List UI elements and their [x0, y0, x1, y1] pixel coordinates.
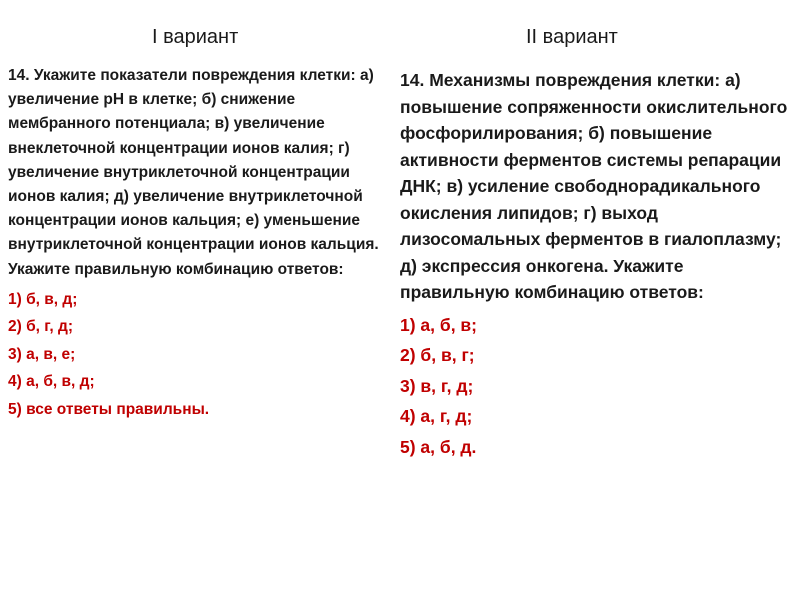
variant-2-answer-list: [400, 310, 795, 463]
variant-1-answer-2: 2) б, г, д;: [8, 318, 73, 336]
variant-2-answer-1: 1) а, б, в;: [400, 314, 477, 335]
variant-1-answer-3: 3) а, в, е;: [8, 345, 76, 363]
variant-1-question: 14. Укажите показатели повреждения клетки: а) увеличение рН в клетке; б) снижение мембранного потенциала; в) увеличение внеклеточной концентрации ионов калия; г) увеличение внутриклеточной концентрации ионов калия; д) увеличение внутриклеточной концентрации ионов кальция; е) уменьшение внутриклеточной концентрации ионов кальция. Укажите правильную комбинацию ответов:: [8, 67, 379, 278]
variant-1-answer-list: [8, 286, 393, 424]
variant-2-answer-4: 4) а, г, д;: [400, 406, 473, 426]
variant-1-answer-4: 4) а, б, в, д;: [8, 373, 95, 391]
variant-2-answer-5: 5) а, б, д.: [400, 436, 477, 457]
variant-1-answer-1: 1) б, в, д;: [8, 290, 78, 308]
variant-2-question: 14. Механизмы повреждения клетки: а) повышение сопряженности окислительного фосфорилирования; б) повышение активности ферментов системы репарации ДНК; в) усиление свободнорадикального окисления липидов; г) выход лизосомальных ферментов в гиалоплазму; д) экспрессия онкогена. Укажите правильную комбинацию ответов:: [400, 70, 788, 302]
variant-2-heading: II вариант: [526, 26, 618, 48]
variant-1-heading: I вариант: [152, 26, 239, 48]
variant-2-answer-3: 3) в, г, д;: [400, 375, 474, 396]
variant-1-column: [8, 64, 393, 423]
variant-2-answer-2: 2) б, в, г;: [400, 345, 475, 365]
variant-2-column: [400, 67, 795, 462]
variant-1-answer-5: 5) все ответы правильны.: [8, 400, 210, 418]
